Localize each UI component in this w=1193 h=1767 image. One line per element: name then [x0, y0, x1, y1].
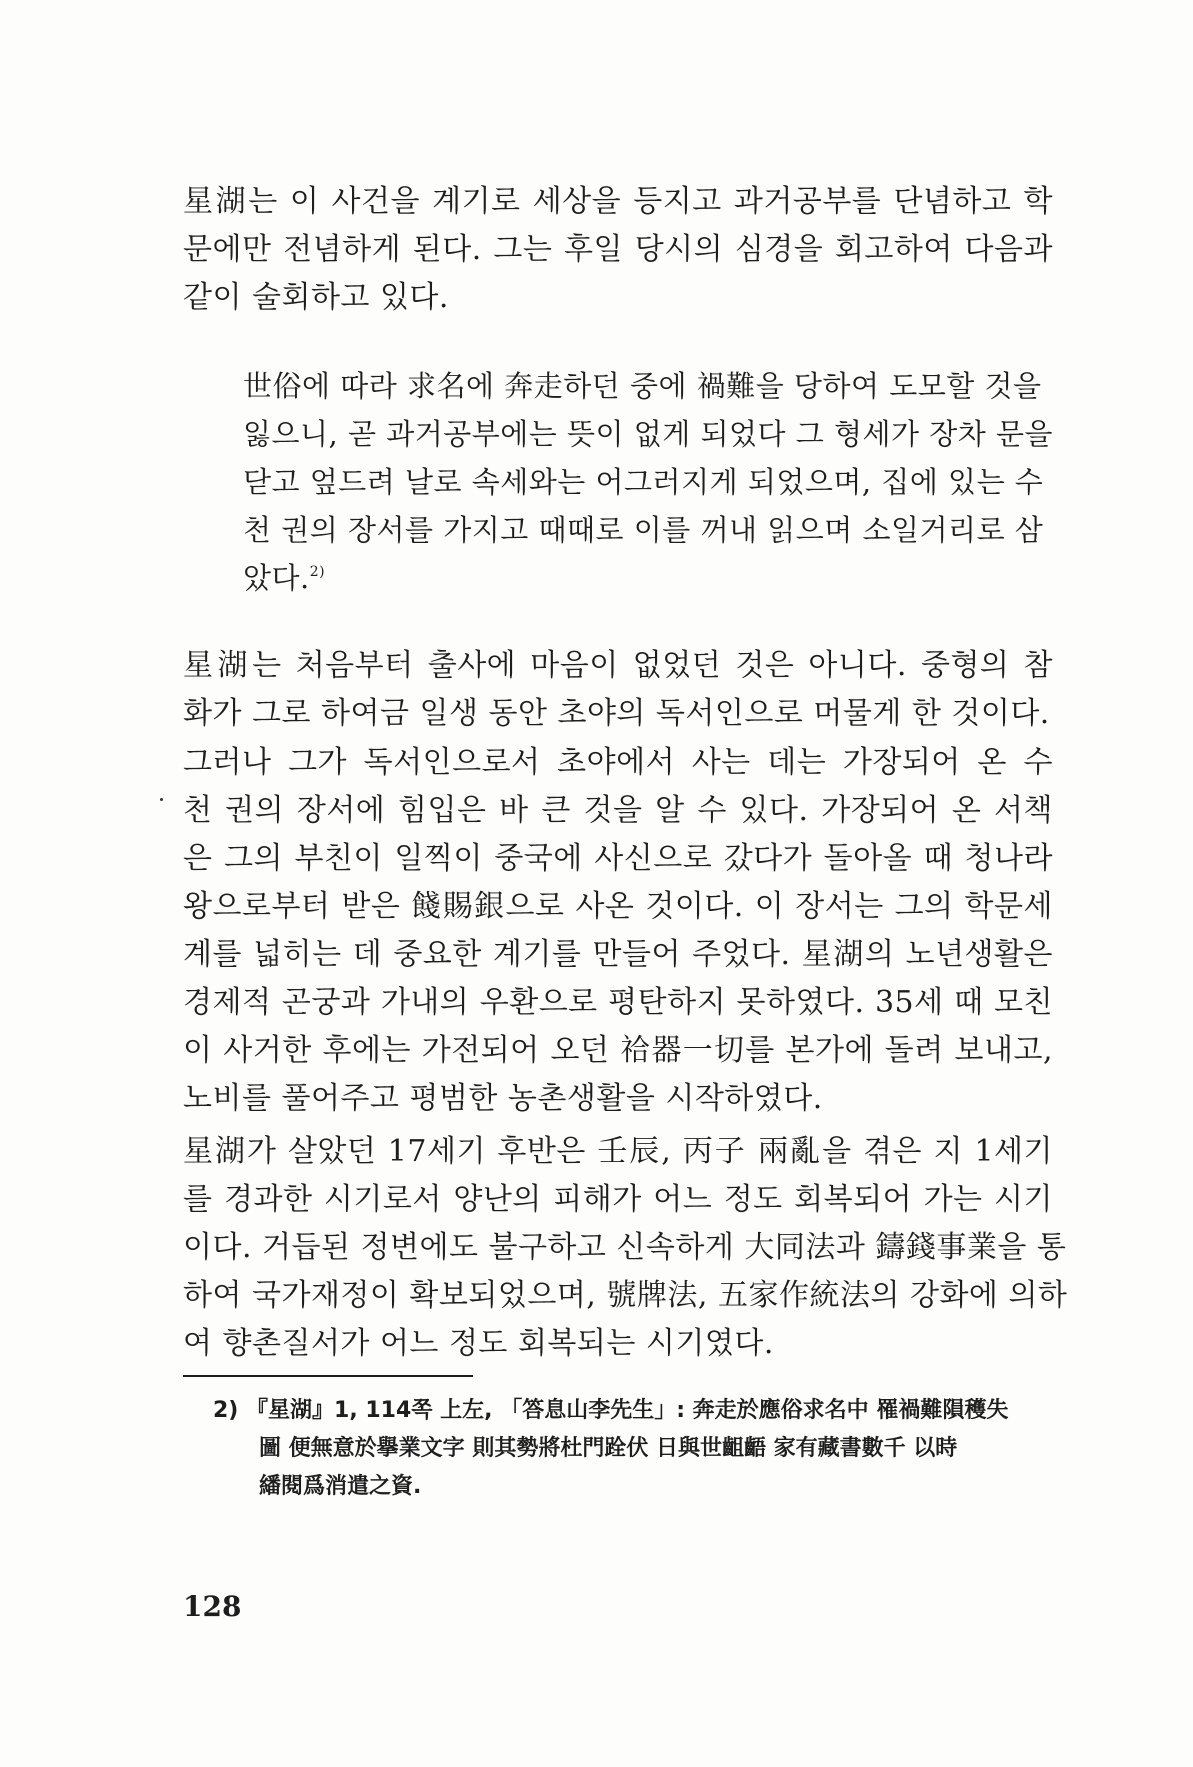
quote-line-text: 았다. [243, 561, 310, 595]
paragraph-1-line: 星湖는 이 사건을 계기로 세상을 등지고 과거공부를 단념하고 학 [183, 184, 1053, 219]
print-speck [160, 798, 163, 801]
paragraph-3-line: 왕으로부터 받은 餞賜銀으로 사온 것이다. 이 장서는 그의 학문세 [183, 889, 1053, 924]
quote-line: 잃으니, 곧 과거공부에는 뜻이 없게 되었다 그 형세가 장차 문을 [243, 417, 1054, 451]
footnote-line: 繙閱爲消遣之資. [259, 1474, 422, 1499]
footnote-line: 圖 便無意於擧業文字 則其勢將杜門跧伏 日與世齟齬 家有藏書數千 以時 [259, 1436, 958, 1461]
block-quote [243, 362, 1054, 602]
footnote-divider [183, 1375, 473, 1377]
paragraph-2-line: 화가 그로 하여금 일생 동안 초야의 독서인으로 머물게 한 것이다. [183, 696, 1050, 731]
paragraph-1-line: 같이 술회하고 있다. [183, 280, 449, 315]
paragraph-3-line: 은 그의 부친이 일찍이 중국에 사신으로 갔다가 돌아올 때 청나라 [183, 841, 1053, 876]
paragraph-3-line: 이 사거한 후에는 가전되어 오던 祫器一切를 본가에 돌려 보내고, [183, 1033, 1053, 1068]
page-number: 128 [183, 1590, 242, 1623]
footnote-line: 2) 『星湖』1, 114쪽 上左, 「答息山李先生」: 奔走於應俗求名中 罹禍難隕穫失 [213, 1398, 1009, 1423]
quote-line: 世俗에 따라 求名에 奔走하던 중에 禍難을 당하여 도모할 것을 [243, 369, 1042, 403]
paragraph-4-line: 를 경과한 시기로서 양난의 피해가 어느 정도 회복되어 가는 시기 [183, 1182, 1053, 1217]
footnote [213, 1392, 1033, 1506]
paragraph-3-line: 계를 넓히는 데 중요한 계기를 만들어 주었다. 星湖의 노년생활은 [183, 937, 1053, 972]
paragraph-2-line: 星湖는 처음부터 출사에 마음이 없었던 것은 아니다. 중형의 참 [183, 648, 1053, 683]
footnote-reference: 2) [309, 564, 326, 580]
paragraph-3-line: 천 권의 장서에 힘입은 바 큰 것을 알 수 있다. 가장되어 온 서책 [183, 793, 1053, 828]
paragraph-2 [183, 642, 1053, 738]
quote-line: 닫고 엎드려 날로 속세와는 어그러지게 되었으며, 집에 있는 수 [243, 465, 1044, 499]
paragraph-3-line: 노비를 풀어주고 평범한 농촌생활을 시작하였다. [183, 1081, 823, 1116]
paragraph-4-line: 하여 국가재정이 확보되었으며, 號牌法, 五家作統法의 강화에 의하 [183, 1278, 1068, 1313]
paragraph-4-line: 여 향촌질서가 어느 정도 회복되는 시기였다. [183, 1326, 774, 1361]
paragraph-4 [183, 1128, 1068, 1368]
paragraph-4-line: 星湖가 살았던 17세기 후반은 壬辰, 丙子 兩亂을 겪은 지 1세기 [183, 1134, 1053, 1169]
paragraph-4-line: 이다. 거듭된 정변에도 불구하고 신속하게 大同法과 鑄錢事業을 통 [183, 1230, 1067, 1265]
paragraph-3-line: 그러나 그가 독서인으로서 초야에서 사는 데는 가장되어 온 수 [183, 745, 1053, 780]
paragraph-1 [183, 178, 1053, 322]
quote-last-line [243, 554, 1018, 602]
paragraph-3 [183, 739, 1053, 1123]
paragraph-3-line: 경제적 곤궁과 가내의 우환으로 평탄하지 못하였다. 35세 때 모친 [183, 985, 1053, 1020]
paragraph-1-line: 문에만 전념하게 된다. 그는 후일 당시의 심경을 회고하여 다음과 [183, 232, 1053, 267]
quote-line: 천 권의 장서를 가지고 때때로 이를 꺼내 읽으며 소일거리로 삼 [243, 513, 1044, 547]
